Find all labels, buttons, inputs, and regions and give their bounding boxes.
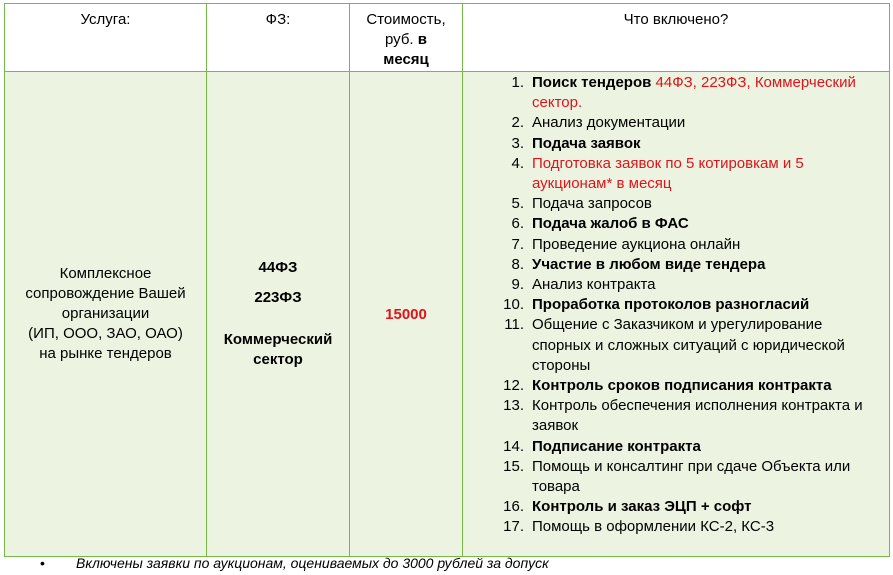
- service-line: Комплексное: [59, 265, 152, 282]
- item-number: 14.: [503, 437, 524, 455]
- included-item: [463, 437, 889, 457]
- header-cost-line3: месяц: [383, 51, 429, 68]
- item-number: 9.: [511, 276, 524, 294]
- item-text: [532, 194, 889, 214]
- item-number: 13.: [503, 397, 524, 415]
- item-text: [532, 376, 889, 396]
- header-service-label: Услуга:: [80, 11, 131, 28]
- item-title: Контроль и заказ ЭЦП + софт: [532, 498, 752, 516]
- price-value: 15000: [385, 305, 427, 323]
- fz-commercial-line2: сектор: [253, 351, 303, 368]
- item-text: [532, 517, 889, 537]
- item-number: 1.: [511, 74, 524, 91]
- item-detail: Подача запросов: [532, 195, 652, 213]
- item-title: Подписание контракта: [532, 437, 701, 455]
- item-text: [532, 255, 889, 275]
- item-number: 3.: [511, 134, 524, 152]
- included-item: [463, 396, 889, 436]
- item-title: Поиск тендеров: [532, 74, 652, 91]
- item-detail: Контроль обеспечения исполнения контракта и заявок: [532, 397, 863, 435]
- item-number: 15.: [503, 457, 524, 475]
- included-item: [463, 214, 889, 234]
- item-number: 7.: [511, 235, 524, 253]
- item-detail: Анализ контракта: [532, 276, 656, 294]
- services-table: [4, 3, 890, 557]
- item-number: 17.: [503, 518, 524, 536]
- fz-cell: [207, 72, 350, 557]
- header-cost-in: в: [417, 31, 427, 48]
- item-text: [532, 134, 889, 154]
- service-line: на рынке тендеров: [39, 345, 172, 362]
- item-number: 16.: [503, 498, 524, 516]
- included-item: [463, 194, 889, 214]
- header-cost-line1: Стоимость,: [366, 11, 446, 28]
- item-detail: 44ФЗ, 223ФЗ, Коммерческий сектор.: [532, 74, 856, 112]
- item-detail: Помощь и консалтинг при сдаче Объекта или товара: [532, 457, 851, 496]
- item-text: [532, 154, 889, 194]
- item-detail: Анализ документации: [532, 114, 686, 132]
- included-item: [463, 255, 889, 275]
- included-item: [463, 376, 889, 396]
- price-cell: [350, 72, 463, 557]
- service-row: [5, 72, 890, 557]
- header-fz-label: ФЗ:: [265, 11, 291, 28]
- footnote-text: Включены заявки по аукционам, оцениваемых до 3000 рублей за допуск: [76, 555, 549, 571]
- header-cost-line2: [350, 30, 462, 50]
- item-detail: Подготовка заявок по 5 котировкам и 5 аукционам* в месяц: [532, 154, 804, 193]
- included-item: [463, 315, 889, 376]
- header-cost-unit: руб.: [384, 31, 418, 48]
- service-line: сопровождение Вашей: [25, 285, 186, 302]
- header-cost: [350, 4, 463, 72]
- item-title: Контроль сроков подписания контракта: [532, 377, 832, 395]
- item-detail: Проведение аукциона онлайн: [532, 235, 741, 253]
- item-detail: Общение с Заказчиком и урегулирование спорных и сложных ситуаций с юридической стороны: [532, 316, 845, 374]
- header-included: [463, 4, 890, 72]
- footnote-bullet: •: [40, 555, 45, 571]
- included-item: [463, 275, 889, 295]
- header-fz: [207, 4, 350, 72]
- header-row: [5, 4, 890, 72]
- fz-44: 44ФЗ: [258, 259, 298, 276]
- item-text: [532, 315, 889, 376]
- item-text: [532, 497, 889, 517]
- item-text: [532, 73, 889, 113]
- included-item: [463, 113, 889, 133]
- included-item: [463, 134, 889, 154]
- item-title: Подача жалоб в ФАС: [532, 215, 689, 233]
- item-text: [532, 396, 889, 436]
- item-number: 8.: [511, 255, 524, 273]
- item-number: 2.: [511, 114, 524, 132]
- item-text: [532, 275, 889, 295]
- included-item: [463, 517, 889, 537]
- item-number: 5.: [511, 195, 524, 213]
- included-item: [463, 154, 889, 194]
- service-cell: [5, 72, 207, 557]
- item-number: 10.: [503, 296, 524, 314]
- fz-223: 223ФЗ: [254, 289, 302, 306]
- fz-commercial-line1: Коммерческий: [223, 331, 333, 348]
- fz-commercial: [207, 330, 349, 370]
- header-included-label: Что включено?: [623, 11, 729, 28]
- item-number: 6.: [511, 215, 524, 233]
- item-text: [532, 437, 889, 457]
- included-item: [463, 235, 889, 255]
- item-detail: Помощь в оформлении КС-2, КС-3: [532, 518, 775, 536]
- item-title: Подача заявок: [532, 134, 641, 152]
- included-item: [463, 497, 889, 517]
- service-line: (ИП, ООО, ЗАО, ОАО): [28, 325, 183, 342]
- included-item: [463, 457, 889, 497]
- included-item: [463, 73, 889, 113]
- item-text: [532, 295, 889, 315]
- included-list: [463, 72, 889, 538]
- item-number: 12.: [503, 377, 524, 395]
- included-cell: [463, 72, 890, 557]
- item-number: 4.: [511, 154, 524, 172]
- header-service: [5, 4, 207, 72]
- item-number: 11.: [504, 316, 524, 334]
- included-item: [463, 295, 889, 315]
- item-text: [532, 113, 889, 133]
- item-text: [532, 235, 889, 255]
- item-text: [532, 214, 889, 234]
- service-line: организации: [61, 305, 150, 322]
- item-title: Проработка протоколов разногласий: [532, 296, 810, 314]
- item-title: Участие в любом виде тендера: [532, 255, 766, 273]
- item-text: [532, 457, 889, 497]
